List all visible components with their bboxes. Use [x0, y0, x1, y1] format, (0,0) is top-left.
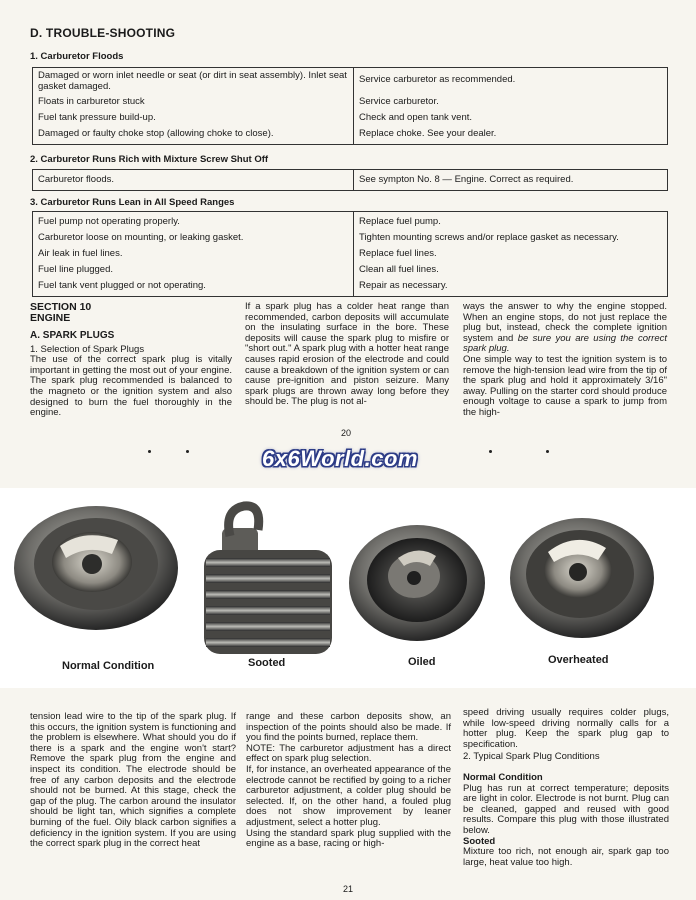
sooted-heading: Sooted	[463, 835, 496, 847]
remedy-text: See sympton No. 8 — Engine. Correct as required.	[359, 174, 574, 185]
remedy-text: Replace choke. See your dealer.	[359, 128, 497, 139]
remedies-cell	[354, 170, 668, 191]
paragraph: ways the answer to why the engine stopped. When an engine stops, do not just replace the plug but, instead, check the complete ignition system and	[463, 301, 667, 344]
remedy-text: Check and open tank vent.	[359, 112, 473, 123]
section-number: SECTION 10	[30, 301, 92, 313]
cause-text: Carburetor loose on mounting, or leaking gasket.	[38, 232, 244, 243]
remedies-cell	[354, 68, 668, 145]
trouble-table-runs-lean	[32, 211, 668, 297]
cause-text: Damaged or worn inlet needle or seat (or dirt in seat assembly). Inlet seat gasket damaged.	[38, 70, 347, 92]
paragraph: The use of the correct spark plug is vitally important in getting the most out of your engine. The spark plug recommended is balanced to the magneto or the ignition system and also designed to burn the fuel thoroughly in the engine.	[30, 354, 232, 419]
remedies-cell	[354, 212, 668, 297]
plug-oiled-image	[349, 525, 485, 641]
scan-speck	[148, 450, 151, 453]
bottom-column-2	[246, 712, 451, 850]
section10-column-2	[245, 302, 449, 408]
caption-sooted: Sooted	[248, 657, 286, 669]
section10-column-1	[30, 302, 232, 419]
section10-column-3	[463, 302, 667, 419]
plug-overheated-image	[510, 518, 654, 638]
section-title: ENGINE	[30, 312, 71, 324]
emphasis-text: be sure you are using the correct spark plug.	[463, 332, 668, 355]
remedy-text: Service carburetor as recommended.	[359, 74, 516, 85]
remedy-text: Replace fuel pump.	[359, 216, 441, 227]
conditions-heading: 2. Typical Spark Plug Conditions	[463, 751, 600, 763]
trouble-table-runs-rich	[32, 169, 668, 191]
selection-heading: 1. Selection of Spark Plugs	[30, 343, 145, 355]
caption-overheated: Overheated	[548, 654, 609, 666]
paragraph: speed driving usually requires colder plugs, while low-speed driving normally calls for a hotter plug. Keep the spark plug gap to specification.	[463, 707, 669, 750]
paragraph: range and these carbon deposits show, an inspection of the points should also be made. If you find the points burned, replace them.	[246, 711, 451, 744]
watermark-logo: 6x6World.com	[262, 446, 418, 471]
trouble-table-floods	[32, 67, 668, 145]
subsection-title-runs-lean: 3. Carburetor Runs Lean in All Speed Ranges	[30, 197, 235, 208]
cause-text: Fuel line plugged.	[38, 264, 113, 275]
page-number: 20	[341, 428, 352, 438]
paragraph: If, for instance, an overheated appearance of the electrode cannot be rectified by going to a richer carburetor adjustment, a colder plug should be selected. If, on the other hand, a fouled plug does not show improvement by leaner adjustment, select a hotter plug.	[246, 763, 451, 828]
normal-condition-heading: Normal Condition	[463, 771, 543, 783]
plug-normal-image	[14, 506, 178, 630]
cause-text: Floats in carburetor stuck	[38, 96, 145, 107]
page-heading: D. TROUBLE-SHOOTING	[30, 26, 176, 40]
note-paragraph: NOTE: The carburetor adjustment has a direct effect on spark plug selection.	[246, 742, 451, 765]
subsection-title-carburetor-floods: 1. Carburetor Floods	[30, 51, 124, 62]
bottom-column-1	[30, 712, 236, 850]
cause-text: Air leak in fuel lines.	[38, 248, 123, 259]
paragraph: Plug has run at correct temperature; deposits are light in color. Electrode is not burnt. Plug can be cleaned, gapped and reused with good results. Compare this plug with those illustrated below.	[463, 782, 669, 836]
cause-text: Damaged or faulty choke stop (allowing choke to close).	[38, 128, 274, 139]
paragraph: If a spark plug has a colder heat range than recommended, carbon deposits will accumulate on the insulating surface in the bore. These deposits will cause the spark plug to misfire or "short out." A spark plug with a hotter heat range causes rapid erosion of the electrode and could cause a breakdown of the ignition system or can cause pre-ignition and piston seizure. Many spark plugs are thrown away long before they should be. The plug is not al-	[245, 301, 449, 408]
scan-speck	[489, 450, 492, 453]
cause-text: Fuel tank vent plugged or not operating.	[38, 280, 206, 291]
causes-cell	[33, 68, 354, 145]
caption-oiled: Oiled	[408, 656, 436, 668]
bottom-column-3	[463, 708, 669, 868]
spark-plugs-heading: A. SPARK PLUGS	[30, 330, 115, 341]
paragraph: One simple way to test the ignition system is to remove the high-tension lead wire from the tip of the spark plug and hold it approximately 3/16" away. Pulling on the starter cord should produce enough voltage to cause a spark to jump from the high-	[463, 353, 667, 418]
cause-text: Fuel pump not operating properly.	[38, 216, 180, 227]
remedy-text: Clean all fuel lines.	[359, 264, 439, 275]
caption-normal-condition: Normal Condition	[62, 660, 155, 672]
paragraph: Using the standard spark plug supplied with the engine as a base, racing or high-	[246, 827, 451, 850]
remedy-text: Service carburetor.	[359, 96, 439, 107]
page-number: 21	[343, 884, 354, 894]
cause-text: Carburetor floods.	[38, 174, 115, 185]
paragraph: Mixture too rich, not enough air, spark gap too large, heat value too high.	[463, 846, 669, 868]
causes-cell	[33, 212, 354, 297]
subsection-title-runs-rich: 2. Carburetor Runs Rich with Mixture Screw Shut Off	[30, 154, 269, 165]
cause-text: Fuel tank pressure build-up.	[38, 112, 156, 123]
scan-speck	[186, 450, 189, 453]
remedy-text: Replace fuel lines.	[359, 248, 437, 259]
remedy-text: Tighten mounting screws and/or replace gasket as necessary.	[359, 232, 619, 243]
scan-speck	[546, 450, 549, 453]
remedy-text: Repair as necessary.	[359, 280, 448, 291]
causes-cell	[33, 170, 354, 191]
paragraph: tension lead wire to the tip of the spark plug. If this occurs, the ignition system is functioning and the problem is elsewhere. What should you do if there is a spark and the engine won't start? Remove the spark plug from the engine and inspect its condition. The electrode should be free of any carbon deposits and the electrode should not be burned. At this stage, check the gap of the plug. The carbon around the insulator should be light tan, which signifies a complete burning of the fuel. Oily black carbon signifies a deficiency in the ignition system. If you are using the correct spark plug in the correct heat	[30, 711, 236, 850]
